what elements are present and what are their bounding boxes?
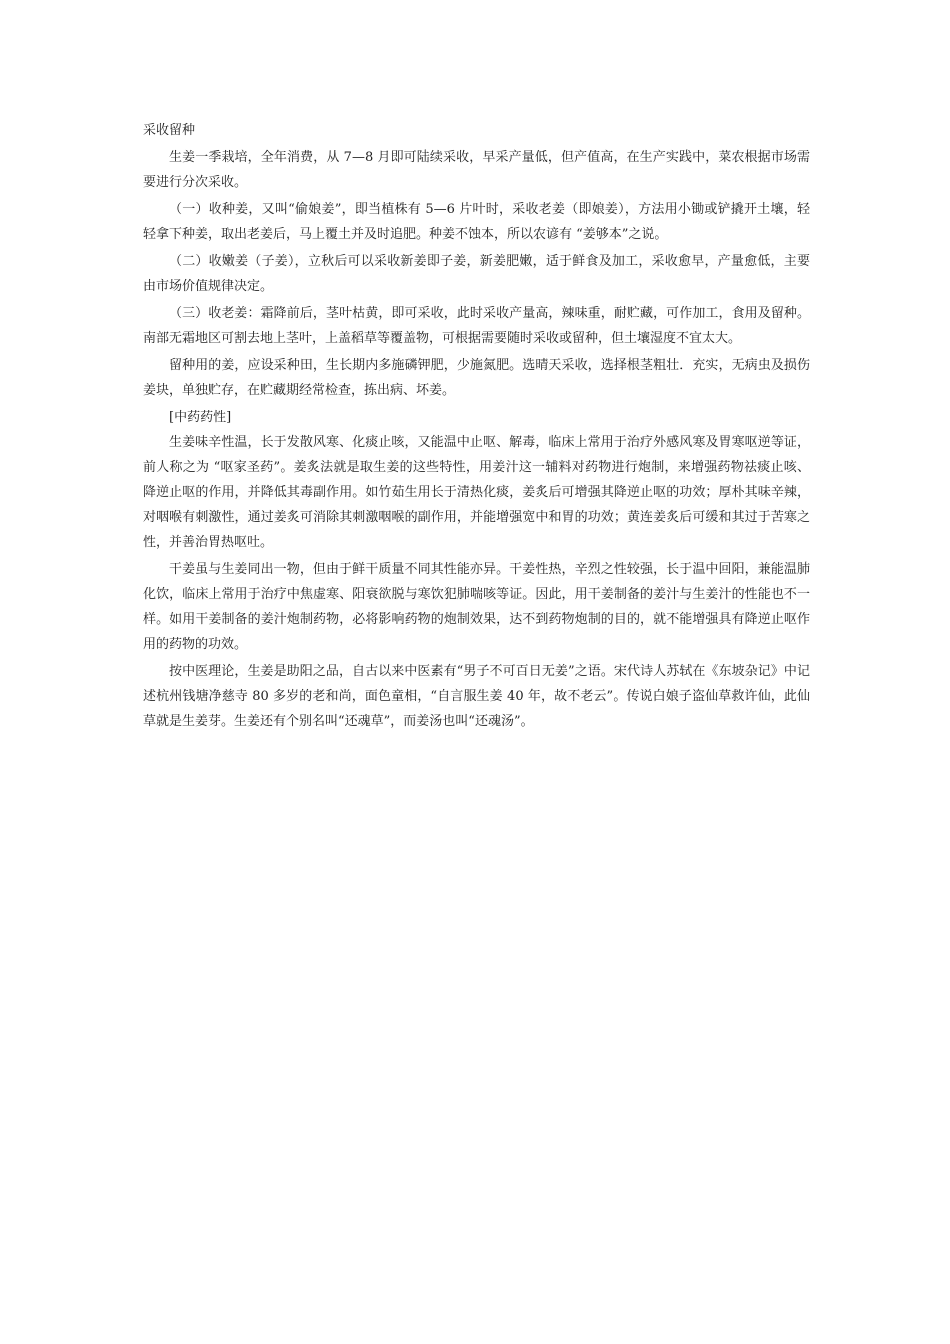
tcm-theory-paragraph: 按中医理论，生姜是助阳之品，自古以来中医素有“男子不可百日无姜”之语。宋代诗人苏轼在《东坡杂记》中记述杭州钱塘净慈寺 80 多岁的老和尚，面色童相，“自言服生姜 40 年，故不老云”。传说白娘子盗仙草救许仙，此仙草就是生姜芽。生姜还有个别名叫“还魂草”，而姜汤也叫“还魂汤”。	[143, 664, 810, 729]
seed-retention-paragraph: 留种用的姜，应设采种田，生长期内多施磷钾肥，少施氮肥。选晴天采收，选择根茎粗壮．充实，无病虫及损伤姜块，单独贮存，在贮藏期经常检查，拣出病、坏姜。	[143, 358, 810, 398]
medicine-heading: [中药药性]	[169, 410, 232, 425]
document-page	[143, 118, 810, 736]
harvest-intro-paragraph: 生姜一季栽培，全年消费，从 7—8 月即可陆续采收，早采产量低，但产值高，在生产实践中，菜农根据市场需要进行分次采收。	[143, 150, 810, 190]
harvest-old-ginger-paragraph: （三）收老姜：霜降前后，茎叶枯黄，即可采收，此时采收产量高，辣味重，耐贮藏，可作加工，食用及留种。南部无霜地区可割去地上茎叶，上盖稻草等覆盖物，可根据需要随时采收或留种，但土壤湿度不宜太大。	[143, 306, 810, 346]
harvest-seed-ginger-paragraph: （一）收种姜，又叫“偷娘姜”，即当植株有 5—6 片叶时，采收老姜（即娘姜），方法用小锄或铲撬开土壤，轻轻拿下种姜，取出老姜后，马上覆土并及时追肥。种姜不蚀本，所以农谚有 “姜够本”之说。	[143, 202, 810, 242]
fresh-ginger-medicine-paragraph: 生姜味辛性温，长于发散风寒、化痰止咳，又能温中止呕、解毒，临床上常用于治疗外感风寒及胃寒呕逆等证，前人称之为 “呕家圣药”。姜炙法就是取生姜的这些特性，用姜汁这一辅料对药物进行炮制，来增强药物祛痰止咳、降逆止呕的作用，并降低其毒副作用。如竹茹生用长于清热化痰，姜炙后可增强其降逆止呕的功效；厚朴其味辛辣，对咽喉有刺激性，通过姜炙可消除其刺激咽喉的副作用，并能增强宽中和胃的功效；黄连姜炙后可缓和其过于苦寒之性，并善治胃热呕吐。	[143, 435, 810, 550]
harvest-tender-ginger-paragraph: （二）收嫩姜（子姜），立秋后可以采收新姜即子姜，新姜肥嫩，适于鲜食及加工，采收愈早，产量愈低，主要由市场价值规律决定。	[143, 254, 810, 294]
dried-ginger-paragraph: 干姜虽与生姜同出一物，但由于鲜干质量不同其性能亦异。干姜性热，辛烈之性较强，长于温中回阳，兼能温肺化饮，临床上常用于治疗中焦虚寒、阳衰欲脱与寒饮犯肺喘咳等证。因此，用干姜制备的姜汁与生姜汁的性能也不一样。如用干姜制备的姜汁炮制药物，必将影响药物的炮制效果，达不到药物炮制的目的，就不能增强具有降逆止呕作用的药物的功效。	[143, 562, 810, 652]
section-title: 采收留种	[143, 123, 196, 138]
